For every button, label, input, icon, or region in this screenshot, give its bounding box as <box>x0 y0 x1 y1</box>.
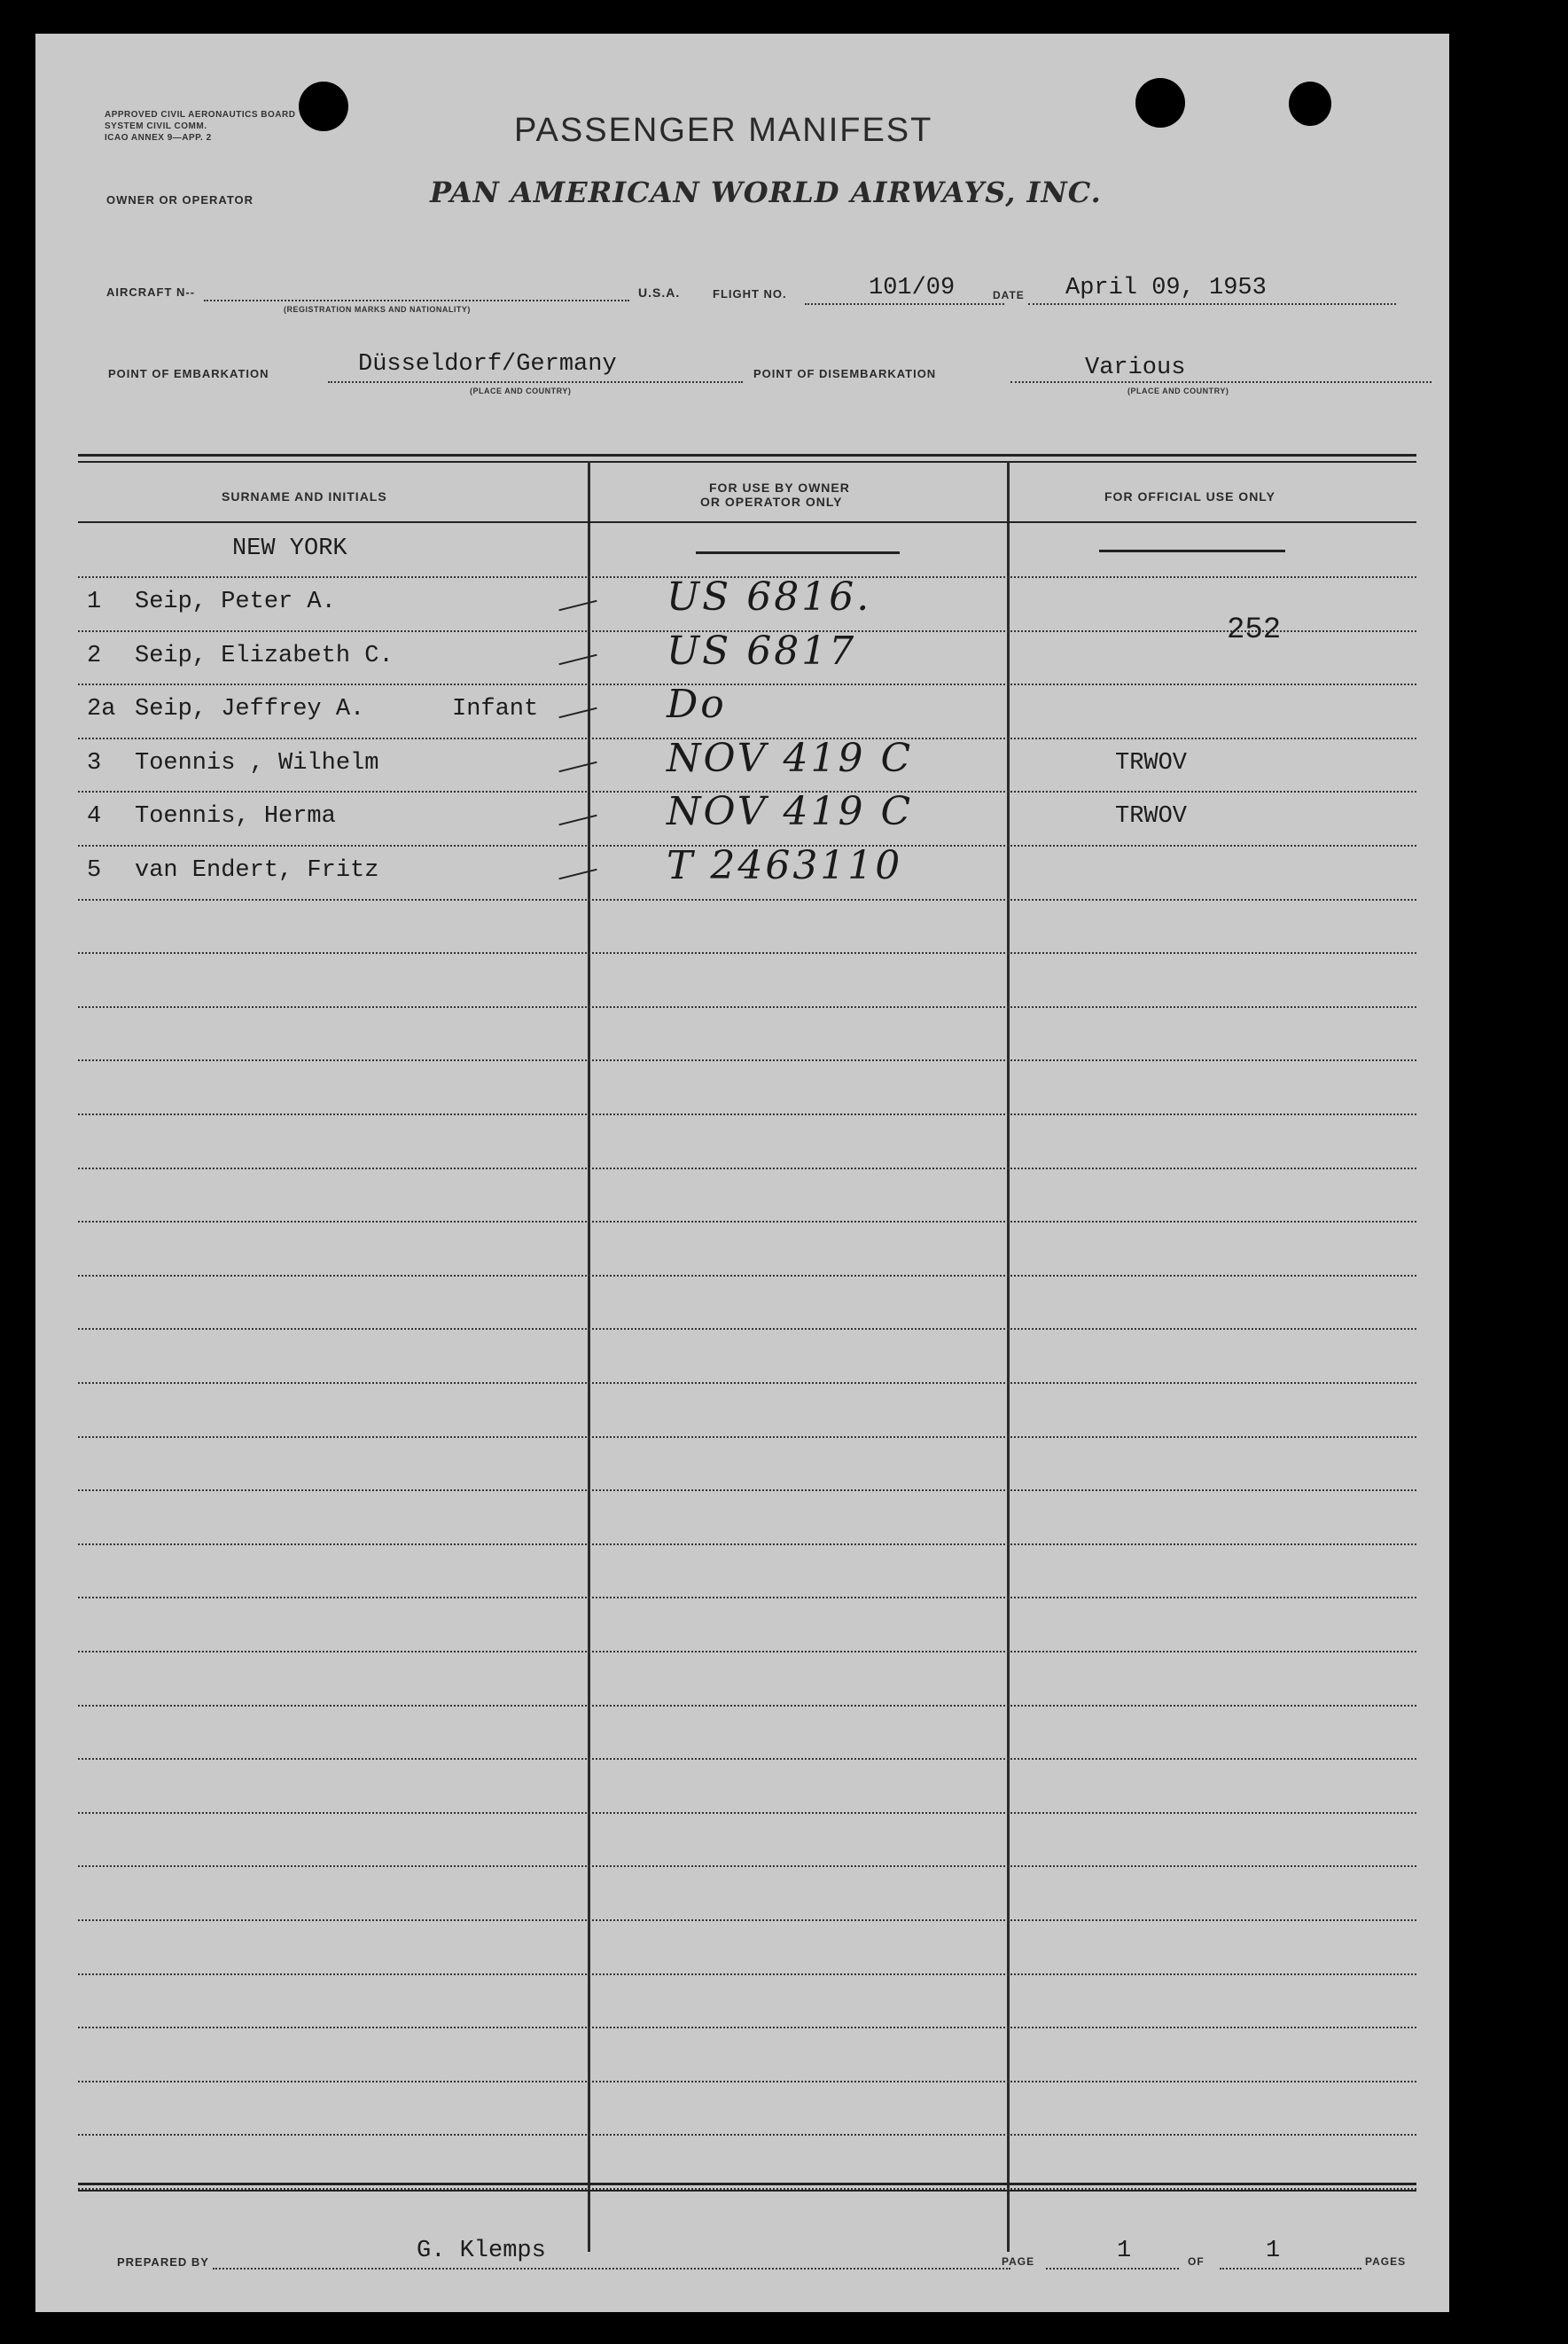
embarkation-sublabel: (PLACE AND COUNTRY) <box>470 387 572 395</box>
operator-entry: T 2463110 <box>667 843 903 888</box>
ruled-line <box>78 1812 1416 1814</box>
row-number: 2a <box>87 696 116 723</box>
flight-label: FLIGHT NO. <box>713 287 787 301</box>
ruled-line <box>78 1489 1416 1491</box>
ruled-line <box>78 1865 1416 1867</box>
pages-label: PAGES <box>1365 2255 1407 2268</box>
ruled-line <box>78 1436 1416 1438</box>
aircraft-sublabel: (REGISTRATION MARKS AND NATIONALITY) <box>284 305 471 314</box>
ruled-line <box>78 1006 1416 1008</box>
check-mark <box>558 815 597 826</box>
header-operator-line-2: OR OPERATOR ONLY <box>700 495 843 509</box>
official-note: 252 <box>1227 613 1282 647</box>
flight-line <box>805 303 1004 305</box>
airline-name: PAN AMERICAN WORLD AIRWAYS, INC. <box>430 176 1102 209</box>
check-mark <box>558 762 597 773</box>
ruled-line <box>78 684 1416 685</box>
ruled-line <box>78 952 1416 954</box>
ruled-line <box>78 1973 1416 1975</box>
date-label: DATE <box>993 289 1025 301</box>
punch-hole <box>1289 82 1331 126</box>
ruled-line <box>78 1221 1416 1223</box>
usa-label: U.S.A. <box>638 285 681 300</box>
header-official: FOR OFFICIAL USE ONLY <box>1104 489 1275 504</box>
aircraft-label: AIRCRAFT N-- <box>106 285 196 299</box>
disembarkation-line <box>1010 381 1431 383</box>
disembarkation-value: Various <box>1085 355 1186 381</box>
operator-entry: US 6816. <box>667 574 872 620</box>
check-mark <box>558 600 597 612</box>
operator-entry: NOV 419 C <box>667 735 914 781</box>
ruled-line <box>78 1113 1416 1115</box>
ruled-line <box>78 1919 1416 1921</box>
ruled-line <box>78 899 1416 901</box>
check-mark <box>558 707 597 719</box>
row-number: 1 <box>87 589 102 615</box>
row-number: 4 <box>87 803 102 831</box>
passenger-note: Infant <box>452 696 539 723</box>
row-number: 2 <box>87 642 102 669</box>
ruled-line <box>78 2081 1416 2082</box>
official-dash <box>1099 550 1285 552</box>
passenger-name: van Endert, Fritz <box>135 857 379 884</box>
approval-line-1: APPROVED CIVIL AERONAUTICS BOARD <box>105 110 296 120</box>
table-bottom-rule <box>78 2183 1416 2185</box>
check-mark <box>558 869 597 880</box>
ruled-line <box>78 1758 1416 1760</box>
operator-entry: Do <box>667 682 727 728</box>
manifest-sheet <box>35 34 1449 2312</box>
operator-dash <box>696 551 900 554</box>
punch-hole <box>1135 78 1185 128</box>
ruled-line <box>78 2134 1416 2136</box>
table-top-rule-2 <box>78 461 1416 463</box>
disembarkation-sublabel: (PLACE AND COUNTRY) <box>1127 387 1229 395</box>
official-entry: TRWOV <box>1115 749 1188 777</box>
ruled-line <box>78 2027 1416 2028</box>
flight-number: 101/09 <box>869 275 956 301</box>
ruled-line <box>78 1059 1416 1061</box>
ruled-line <box>78 1543 1416 1545</box>
header-rule <box>78 521 1416 523</box>
header-operator-line-1: FOR USE BY OWNER <box>709 481 850 495</box>
ruled-line <box>78 1382 1416 1384</box>
of-value: 1 <box>1266 2238 1281 2264</box>
passenger-name: Seip, Jeffrey A. <box>135 696 365 723</box>
ruled-line <box>78 1275 1416 1277</box>
embarkation-value: Düsseldorf/Germany <box>358 351 617 378</box>
table-top-rule <box>78 454 1416 457</box>
prepared-by-label: PREPARED BY <box>117 2255 209 2269</box>
ruled-line <box>78 1597 1416 1598</box>
approval-line-3: ICAO ANNEX 9—APP. 2 <box>105 133 212 143</box>
disembarkation-label: POINT OF DISEMBARKATION <box>753 367 937 380</box>
row-number: 5 <box>87 857 102 884</box>
date-line <box>1028 303 1396 305</box>
passenger-name: Seip, Peter A. <box>135 589 336 615</box>
check-mark <box>558 653 597 665</box>
page-line <box>1046 2268 1179 2270</box>
header-surname: SURNAME AND INITIALS <box>222 489 387 504</box>
passenger-name: Toennis, Herma <box>135 803 336 831</box>
form-title: PASSENGER MANIFEST <box>514 112 933 149</box>
operator-entry: US 6817 <box>667 628 857 674</box>
embarkation-label: POINT OF EMBARKATION <box>108 367 269 380</box>
page-value: 1 <box>1117 2238 1132 2264</box>
of-line <box>1220 2268 1361 2270</box>
aircraft-line <box>204 300 629 301</box>
passenger-name: Toennis , Wilhelm <box>135 749 379 777</box>
page-label: PAGE <box>1002 2255 1035 2268</box>
punch-hole <box>299 82 348 131</box>
prepared-by-line <box>213 2268 1010 2270</box>
ruled-line <box>78 1328 1416 1330</box>
ruled-line <box>78 1168 1416 1169</box>
of-label: OF <box>1188 2255 1205 2268</box>
ruled-line <box>78 1651 1416 1653</box>
section-label: NEW YORK <box>232 535 347 562</box>
date-value: April 09, 1953 <box>1065 275 1267 301</box>
prepared-by-value: G. Klemps <box>417 2238 546 2264</box>
operator-entry: NOV 419 C <box>667 789 914 835</box>
owner-label: OWNER OR OPERATOR <box>106 193 254 207</box>
approval-line-2: SYSTEM CIVIL COMM. <box>105 121 207 131</box>
embarkation-line <box>328 381 743 383</box>
column-divider-2 <box>1007 461 1010 2252</box>
ruled-line <box>78 1705 1416 1707</box>
column-divider-1 <box>588 461 590 2252</box>
row-number: 3 <box>87 749 102 777</box>
official-entry: TRWOV <box>1115 803 1188 831</box>
table-bottom-rule-2 <box>78 2190 1416 2192</box>
passenger-name: Seip, Elizabeth C. <box>135 642 394 669</box>
